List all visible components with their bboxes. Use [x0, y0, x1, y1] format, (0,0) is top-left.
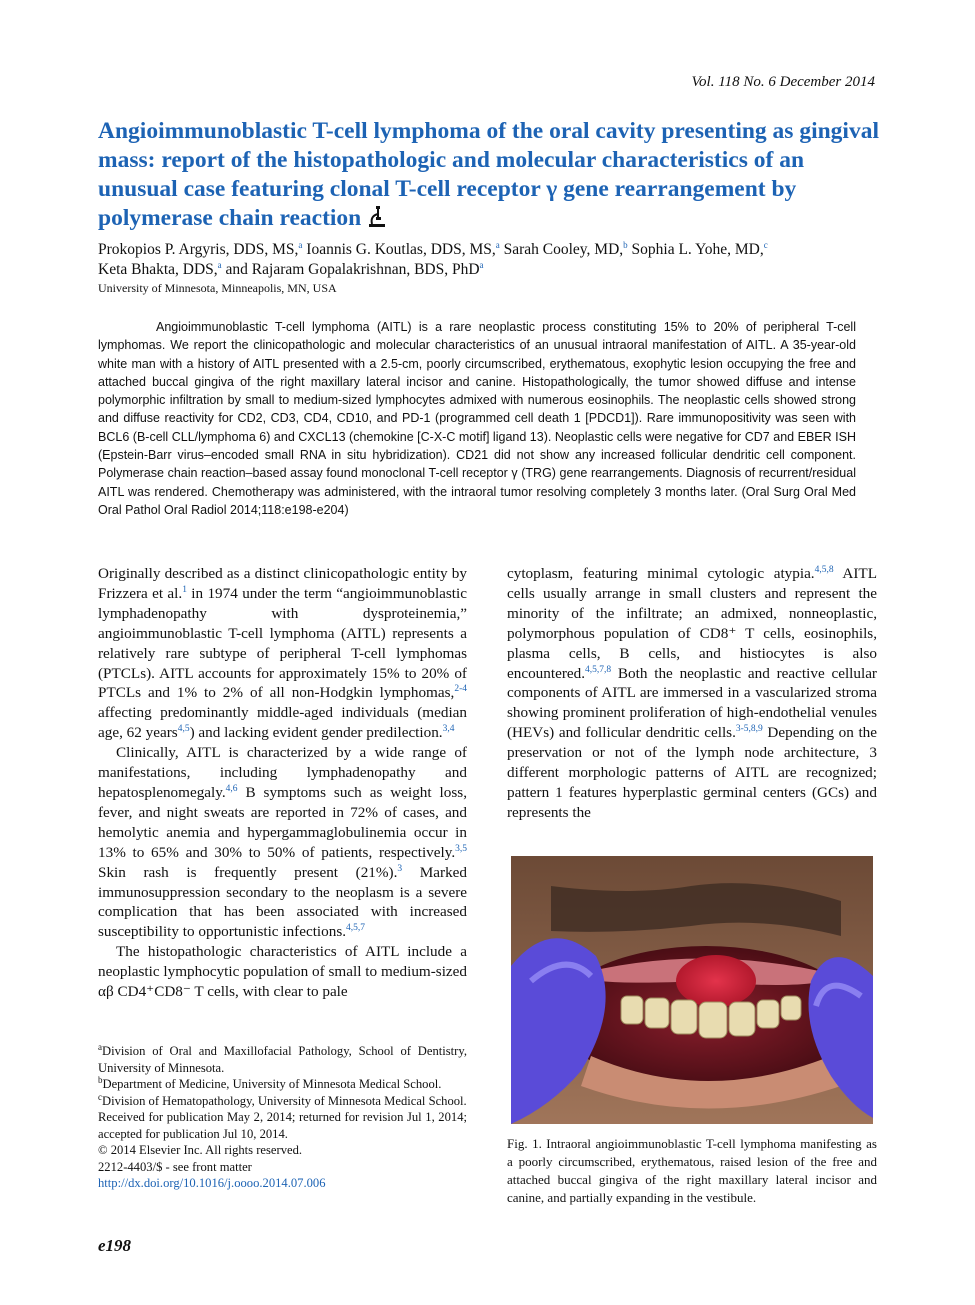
reference-citation[interactable]: 2-4	[454, 684, 467, 695]
body-text: Skin rash is frequently present (21%).	[98, 863, 398, 881]
reference-citation[interactable]: 4,5,7,8	[585, 664, 612, 675]
copyright: © 2014 Elsevier Inc. All rights reserved.	[98, 1143, 303, 1157]
body-text: Depending on the preservation or not of the lymph node architecture, 3 different morphologic patterns of AITL are recognized; pattern 1 features hyperplastic germinal centers (GCs) and represents the	[507, 724, 877, 821]
body-text: in 1974 under the term “angioimmunoblastic lymphadenopathy with dysproteinemia,” angioimmunoblastic T-cell lymphoma (AITL) represents a relatively rare subtype of peripheral T-cell lymphomas (PTCLs). AITL accounts for approximately 15% to 20% of PTCLs and 1% to 2% of all non-Hodgkin lymphomas,	[98, 584, 467, 702]
author-name: and Rajaram Gopalakrishnan, BDS, PhD	[225, 261, 480, 278]
journal-issue: Vol. 118 No. 6 December 2014	[691, 74, 875, 90]
footnote-affiliation-a: $^a$Division of Oral and Maxillofacial Pathology, School of Dentistry, University of Minnesota.	[98, 1041, 467, 1075]
footnotes	[98, 1043, 467, 1192]
author-list	[98, 240, 878, 280]
abstract	[98, 318, 856, 519]
reference-citation[interactable]: 1	[182, 584, 187, 595]
figure-1-image	[511, 856, 873, 1124]
body-right-column	[507, 564, 877, 823]
footnote-affiliation-b: $^b$Department of Medicine, University of Minnesota Medical School.	[98, 1074, 442, 1091]
university-affiliation: University of Minnesota, Minneapolis, MN, USA	[98, 281, 337, 295]
author-name: Prokopios P. Argyris, DDS, MS,	[98, 241, 299, 258]
reference-citation[interactable]: 3-5,8,9	[735, 724, 763, 735]
reference-citation[interactable]: 4,5,7	[346, 923, 366, 934]
body-left-column	[98, 564, 467, 1002]
footnote-affiliation-c: $^c$Division of Hematopathology, University of Minnesota Medical School.	[98, 1091, 467, 1108]
reference-citation[interactable]: 4,6	[225, 783, 238, 794]
article-title	[98, 117, 888, 236]
author-name: Sarah Cooley, MD,	[503, 241, 624, 258]
reference-citation[interactable]: 4,5	[177, 724, 190, 735]
body-paragraph-3: The histopathologic characteristics of AITL include a neoplastic lymphocytic population of small to medium-sized αβ CD4⁺CD8⁻ T cells, with clear to pale	[98, 943, 467, 1001]
body-text: cytoplasm, featuring minimal cytologic atypia.	[507, 565, 815, 582]
author-name: Sophia L. Yohe, MD,	[631, 241, 764, 258]
reference-citation[interactable]: 4,5,8	[814, 564, 834, 575]
body-text: affecting predominantly middle-aged individuals (median age, 62 years	[98, 704, 467, 742]
doi-link[interactable]: http://dx.doi.org/10.1016/j.oooo.2014.07.006	[98, 1176, 326, 1190]
author-affiliation-marker[interactable]: a	[495, 239, 500, 250]
doi-line	[98, 1175, 467, 1192]
author-affiliation-marker[interactable]: a	[479, 259, 484, 270]
reference-citation[interactable]: 3,5	[455, 843, 467, 854]
author-affiliation-marker[interactable]: b	[623, 239, 628, 250]
author-affiliation-marker[interactable]: a	[298, 239, 303, 250]
author-affiliation-marker[interactable]: c	[763, 239, 768, 250]
figure-1-caption: Fig. 1. Intraoral angioimmunoblastic T-cell lymphoma manifesting as a poorly circumscribed, erythematous, raised lesion of the free and attached buccal gingiva of the right maxillary lateral incisor and canine, and partially expanding in the vestibule.	[507, 1136, 877, 1205]
abstract-text: Angioimmunoblastic T-cell lymphoma (AITL) is a rare neoplastic process constituting 15% to 20% of peripheral T-cell lymphomas. We report the clinicopathologic and molecular characteristics of an unusual intraoral manifestation of AITL. A 35-year-old white man with a history of AITL presented with a 2.5-cm, poorly circumscribed, erythematous, exophytic lesion occupying the free and attached buccal gingiva of the right maxillary lateral incisor and canine. Histopathologically, the tumor showed diffuse and intense polymorphic infiltration by small to medium-sized lymphocytes admixed with numerous eosinophils. The neoplastic cells showed strong and diffuse reactivity for CD2, CD3, CD4, CD10, and PD-1 (programmed cell death 1 [PDCD1]). Rare immunopositivity was seen with BCL6 (B-cell CLL/lymphoma 6) and CXCL13 (chemokine [C-X-C motif] ligand 13). Neoplastic cells were negative for CD7 and EBER ISH (Epstein-Barr virus–encoded small RNA in situ hybridization). CD21 did not show any increased follicular dendritic cell component. Polymerase chain reaction–based assay found monoclonal T-cell receptor γ (TRG) gene rearrangements. Diagnosis of recurrent/residual AITL was rendered. Chemotherapy was administered, with the intraoral tumor resolving completely 3 months later. (Oral Surg Oral Med Oral Pathol Oral Radiol 2014;118:e198-e204)	[98, 320, 856, 517]
reference-citation[interactable]: 3,4	[442, 724, 455, 735]
body-text: Marked immunosuppression secondary to the neoplasm is a severe complication that has been associated with increased susceptibility to opportunistic infections.	[98, 863, 468, 941]
reference-citation[interactable]: 3	[397, 863, 403, 874]
body-text: Originally described as a distinct clinicopathologic entity by Frizzera et al.	[98, 565, 467, 602]
body-paragraph-4	[507, 564, 877, 823]
article-title-text: Angioimmunoblastic T-cell lymphoma of the oral cavity presenting as gingival mass: report of the histopathologic and molecular characteristics of an unusual case featuring clonal T-cell receptor γ gene rearrangement by polymerase chain reaction	[98, 118, 879, 231]
issn: 2212-4403/$ - see front matter	[98, 1159, 252, 1174]
body-paragraph-1	[98, 564, 467, 743]
author-affiliation-marker[interactable]: a	[217, 259, 222, 270]
page-number: e198	[98, 1236, 132, 1255]
body-text: Both the neoplastic and reactive cellular components of AITL are immersed in a vascularized stroma showing prominent proliferation of high-endothelial venules (HEVs) and follicular dendritic cells.	[507, 664, 877, 742]
body-text: B symptoms such as weight loss, fever, and night sweats are reported in 72% of cases, and hemolytic anemia and hypergammaglobulinemia occur in 13% to 65% and 30% to 50% of patients, respectively.	[98, 783, 467, 861]
microscope-icon[interactable]	[367, 204, 387, 236]
author-name: Keta Bhakta, DDS,	[98, 261, 218, 278]
received-dates: Received for publication May 2, 2014; returned for revision Jul 1, 2014; accepted for publication Jul 10, 2014.	[98, 1110, 467, 1141]
body-text: Clinically, AITL is characterized by a wide range of manifestations, including lymphadenopathy and hepatosplenomegaly.	[98, 744, 467, 801]
author-name: Ioannis G. Koutlas, DDS, MS,	[306, 241, 496, 258]
body-text: AITL cells usually arrange in small clusters and represent the minority of the infiltrate; an admixed, nonneoplastic, polymorphous population of CD8⁺ T cells, eosinophils, plasma cells, B cells, and histiocytes is also encountered.	[507, 565, 877, 682]
body-text: ) and lacking evident gender predilection.	[189, 724, 443, 742]
body-paragraph-2	[98, 743, 467, 942]
